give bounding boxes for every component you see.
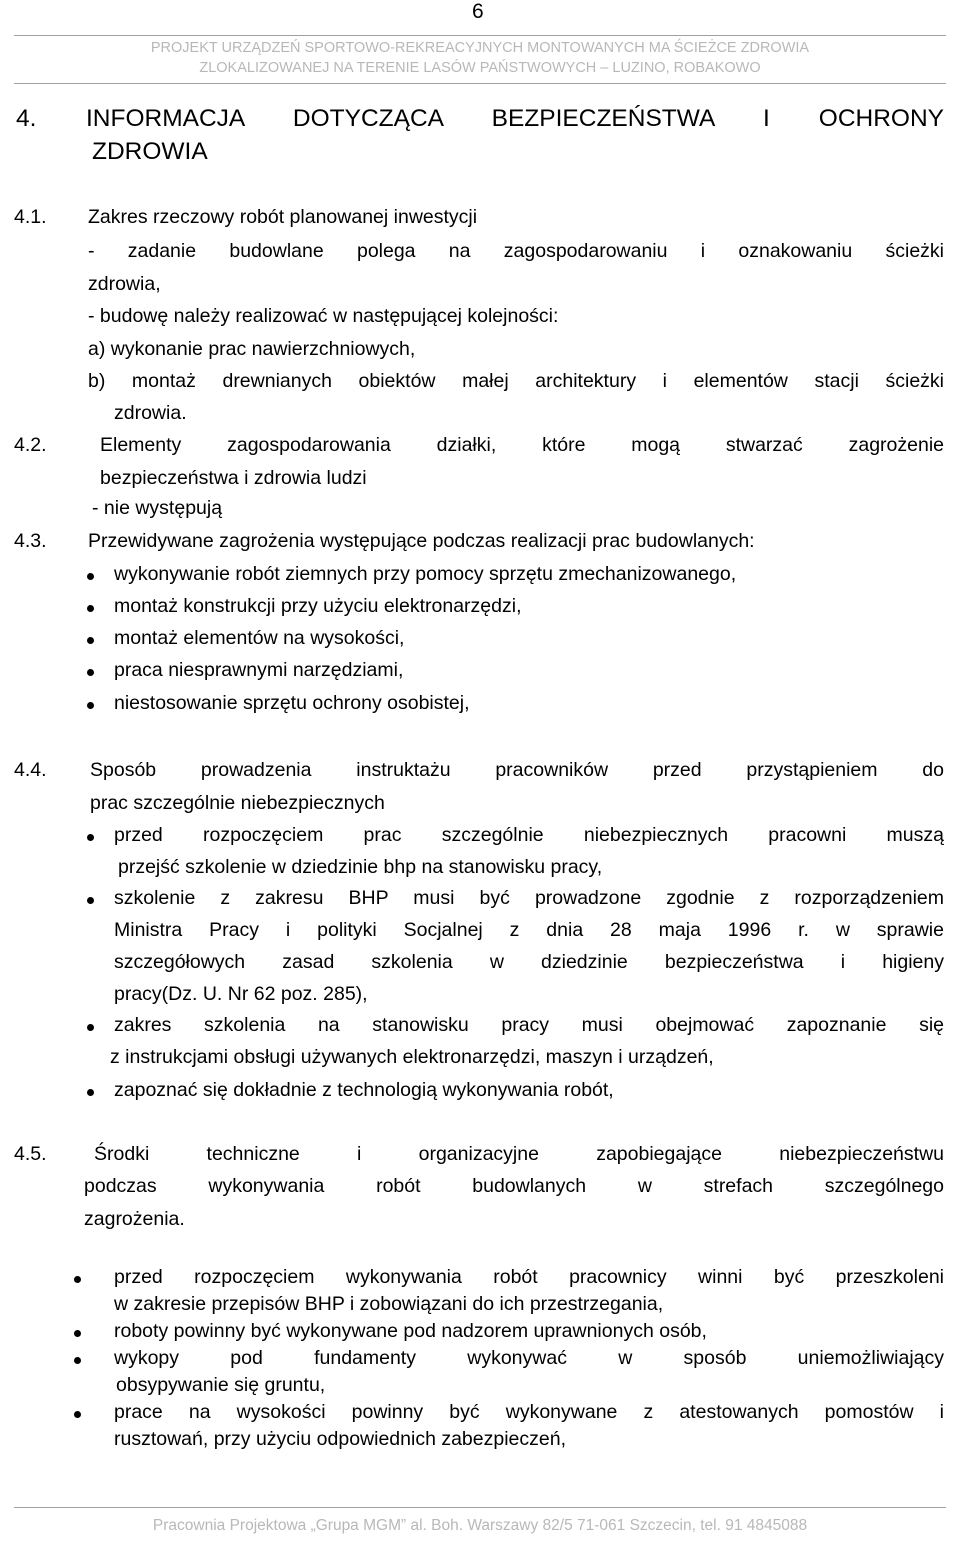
list-item: wykopy pod fundamenty wykonywać w sposób uniemożliwiający <box>114 1347 944 1369</box>
list-item: praca niesprawnymi narzędziami, <box>114 659 404 681</box>
subsection-4-2-title-line-1: Elementy zagospodarowania działki, które mogą stwarzać zagrożenie <box>100 434 944 456</box>
list-item: montaż konstrukcji przy użyciu elektronarzędzi, <box>114 595 522 617</box>
bullet-icon <box>74 1411 81 1418</box>
subsection-4-4-title-line-2: prac szczególnie niebezpiecznych <box>90 792 385 814</box>
subsection-4-4-title-line-1: Sposób prowadzenia instruktażu pracowników przed przystąpieniem do <box>90 759 944 781</box>
bullet-icon <box>87 897 94 904</box>
subsection-4-4-number: 4.4. <box>14 759 47 781</box>
list-item: szkolenie z zakresu BHP musi być prowadzone zgodnie z rozporządzeniem <box>114 887 944 909</box>
header-line-2: ZLOKALIZOWANEJ NA TERENIE LASÓW PAŃSTWOWYCH – LUZINO, ROBAKOWO <box>199 60 761 76</box>
bullet-icon <box>87 637 94 644</box>
section-title-line-2: ZDROWIA <box>92 138 208 165</box>
section-number: 4. <box>16 105 37 132</box>
header-rule-top <box>14 35 946 36</box>
footer-text: Pracownia Projektowa „Grupa MGM” al. Boh. Warszawy 82/5 71-061 Szczecin, tel. 91 4845088 <box>152 1517 808 1534</box>
list-item: zakres szkolenia na stanowisku pracy musi obejmować zapoznanie się <box>114 1014 944 1036</box>
bullet-icon <box>87 834 94 841</box>
bullet-icon <box>87 1024 94 1031</box>
list-item: wykonywanie robót ziemnych przy pomocy sprzętu zmechanizowanego, <box>114 563 737 585</box>
list-item: zapoznać się dokładnie z technologią wykonywania robót, <box>114 1079 614 1101</box>
list-item-continuation: obsypywanie się gruntu, <box>116 1374 326 1396</box>
section-title-line-1: INFORMACJA DOTYCZĄCA BEZPIECZEŃSTWA I OCHRONY <box>86 105 944 132</box>
subsection-4-2-number: 4.2. <box>14 434 47 456</box>
subsection-4-1-title: Zakres rzeczowy robót planowanej inwestycji <box>88 206 478 228</box>
list-item-continuation: szczegółowych zasad szkolenia w dziedzinie bezpieczeństwa i higieny <box>114 951 944 973</box>
subsection-4-5-title-line-3: zagrożenia. <box>84 1208 185 1230</box>
bullet-icon <box>87 669 94 676</box>
list-item: prace na wysokości powinny być wykonywane z atestowanych pomostów i <box>114 1401 944 1423</box>
subsection-4-2-answer: - nie występują <box>92 497 223 519</box>
subsection-4-3-title: Przewidywane zagrożenia występujące podczas realizacji prac budowlanych: <box>88 530 755 552</box>
subsection-4-1-line-4: b) montaż drewnianych obiektów małej architektury i elementów stacji ścieżki <box>88 370 944 392</box>
list-item: przed rozpoczęciem wykonywania robót pracownicy winni być przeszkoleni <box>114 1266 944 1288</box>
header-line-1: PROJEKT URZĄDZEŃ SPORTOWO-REKREACYJNYCH MONTOWANYCH MA ŚCIEŻCE ZDROWIA <box>150 40 810 56</box>
bullet-icon <box>74 1330 81 1337</box>
bullet-icon <box>87 702 94 709</box>
list-item-continuation: Ministra Pracy i polityki Socjalnej z dnia 28 maja 1996 r. w sprawie <box>114 919 944 941</box>
list-item-continuation: z instrukcjami obsługi używanych elektronarzędzi, maszyn i urządzeń, <box>110 1046 714 1068</box>
bullet-icon <box>87 573 94 580</box>
list-item-continuation: w zakresie przepisów BHP i zobowiązani do ich przestrzegania, <box>114 1293 664 1315</box>
bullet-icon <box>74 1276 81 1283</box>
list-item-continuation: rusztowań, przy użyciu odpowiednich zabezpieczeń, <box>114 1428 566 1450</box>
bullet-icon <box>74 1357 81 1364</box>
subsection-4-1-line-1b: zdrowia, <box>88 273 161 295</box>
list-item-continuation: przejść szkolenie w dziedzinie bhp na stanowisku pracy, <box>118 856 603 878</box>
subsection-4-1-line-2: - budowę należy realizować w następującej kolejności: <box>88 305 559 327</box>
subsection-4-1-number: 4.1. <box>14 206 47 228</box>
subsection-4-1-line-4b: zdrowia. <box>114 402 187 424</box>
header-rule-bottom <box>14 83 946 84</box>
list-item: niestosowanie sprzętu ochrony osobistej, <box>114 692 470 714</box>
list-item: roboty powinny być wykonywane pod nadzorem uprawnionych osób, <box>114 1320 707 1342</box>
bullet-icon <box>87 1089 94 1096</box>
subsection-4-5-number: 4.5. <box>14 1143 47 1165</box>
subsection-4-2-title-line-2: bezpieczeństwa i zdrowia ludzi <box>100 467 367 489</box>
list-item-continuation: pracy(Dz. U. Nr 62 poz. 285), <box>114 983 368 1005</box>
bullet-icon <box>87 605 94 612</box>
page-number: 6 <box>472 0 484 23</box>
subsection-4-5-title-line-1: Środki techniczne i organizacyjne zapobiegające niebezpieczeństwu <box>94 1143 944 1165</box>
subsection-4-3-number: 4.3. <box>14 530 47 552</box>
subsection-4-1-line-3: a) wykonanie prac nawierzchniowych, <box>88 338 416 360</box>
list-item: przed rozpoczęciem prac szczególnie niebezpiecznych pracowni muszą <box>114 824 944 846</box>
footer-rule <box>14 1507 946 1508</box>
subsection-4-1-line-1: - zadanie budowlane polega na zagospodarowaniu i oznakowaniu ścieżki <box>88 240 944 262</box>
list-item: montaż elementów na wysokości, <box>114 627 405 649</box>
subsection-4-5-title-line-2: podczas wykonywania robót budowlanych w strefach szczególnego <box>84 1175 944 1197</box>
